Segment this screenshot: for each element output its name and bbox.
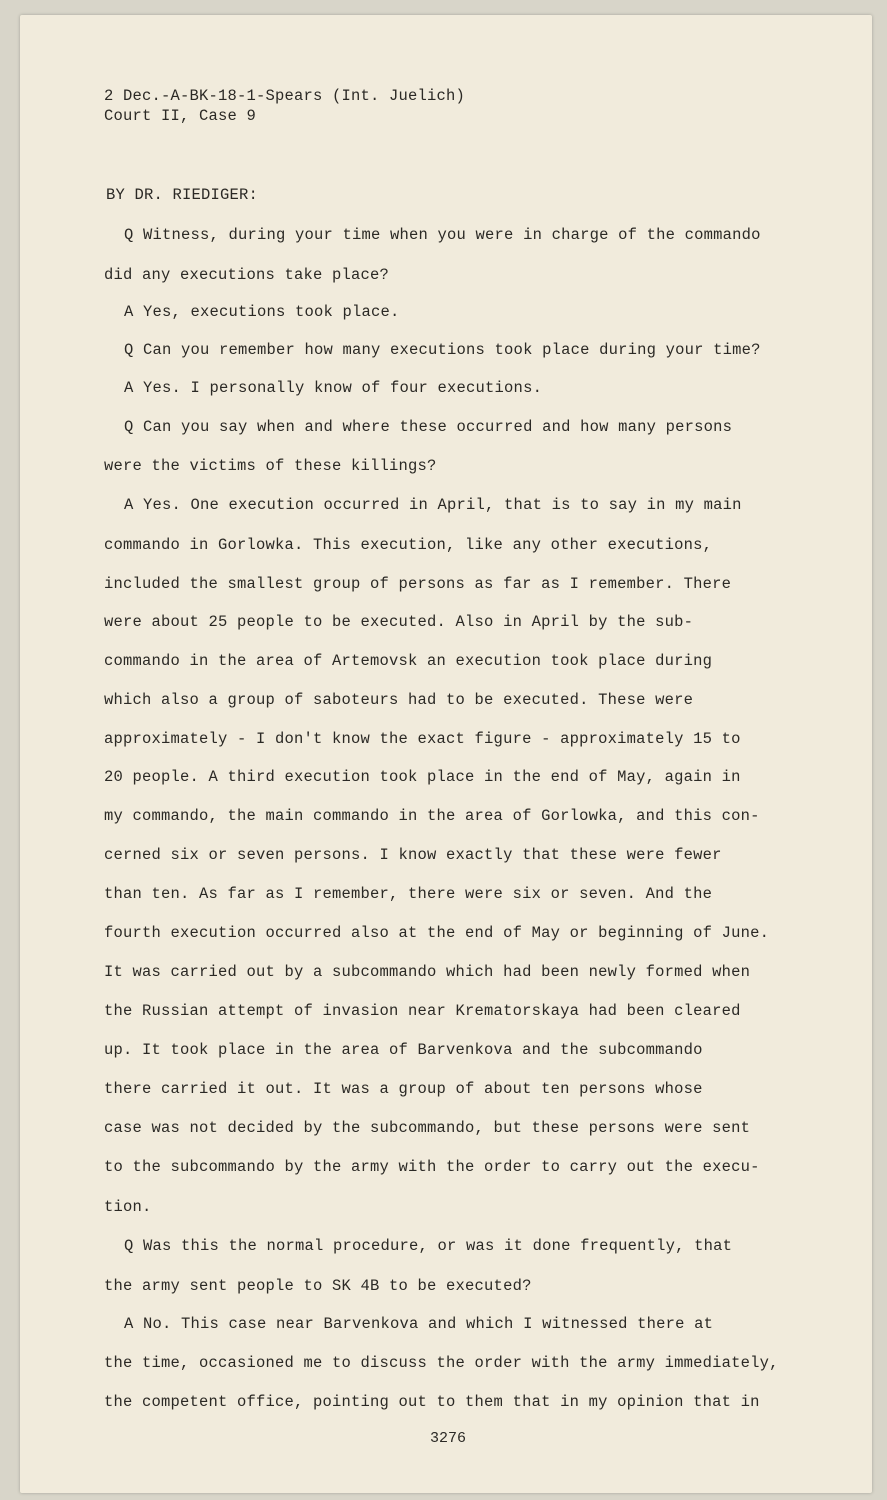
body-line: the time, occasioned me to discuss the order with the army immediately,: [104, 1354, 779, 1372]
body-line: commando in the area of Artemovsk an execution took place during: [104, 652, 713, 670]
header-line-2: Court II, Case 9: [104, 107, 257, 125]
body-line: approximately - I don't know the exact figure - approximately 15 to: [104, 730, 741, 748]
body-line: commando in Gorlowka. This execution, like any other executions,: [104, 536, 713, 554]
body-line: the Russian attempt of invasion near Krematorskaya had been cleared: [104, 1002, 741, 1020]
body-line: A Yes. I personally know of four executions.: [124, 379, 543, 397]
body-line: Q Can you remember how many executions took place during your time?: [124, 341, 761, 359]
body-line: my commando, the main commando in the area of Gorlowka, and this con-: [104, 807, 760, 825]
page-number: 3276: [430, 1430, 467, 1447]
body-line: did any executions take place?: [104, 266, 390, 284]
body-line: which also a group of saboteurs had to be executed. These were: [104, 691, 694, 709]
body-line: case was not decided by the subcommando, but these persons were sent: [104, 1119, 751, 1137]
body-line: included the smallest group of persons as far as I remember. There: [104, 575, 732, 593]
body-line: A Yes. One execution occurred in April, that is to say in my main: [124, 496, 742, 514]
body-line: than ten. As far as I remember, there were six or seven. And the: [104, 885, 713, 903]
body-line: fourth execution occurred also at the end of May or beginning of June.: [104, 924, 770, 942]
body-line: A No. This case near Barvenkova and which I witnessed there at: [124, 1315, 714, 1333]
body-line: the competent office, pointing out to them that in my opinion that in: [104, 1393, 760, 1411]
document-page: [20, 15, 872, 1493]
body-line: Q Was this the normal procedure, or was it done frequently, that: [124, 1237, 733, 1255]
body-line: Q Witness, during your time when you were in charge of the commando: [124, 226, 761, 244]
header-line-1: 2 Dec.-A-BK-18-1-Spears (Int. Juelich): [104, 87, 466, 105]
body-line: It was carried out by a subcommando which had been newly formed when: [104, 963, 751, 981]
body-line: cerned six or seven persons. I know exactly that these were fewer: [104, 846, 722, 864]
body-line: the army sent people to SK 4B to be executed?: [104, 1277, 532, 1295]
body-line: 20 people. A third execution took place in the end of May, again in: [104, 768, 741, 786]
body-line: were about 25 people to be executed. Also in April by the sub-: [104, 613, 694, 631]
body-line: there carried it out. It was a group of about ten persons whose: [104, 1080, 703, 1098]
body-line: Q Can you say when and where these occurred and how many persons: [124, 418, 733, 436]
body-line: were the victims of these killings?: [104, 457, 437, 475]
body-line: tion.: [104, 1198, 152, 1216]
body-line: to the subcommando by the army with the order to carry out the execu-: [104, 1158, 760, 1176]
transcript-text: [20, 15, 872, 1493]
examiner-heading: BY DR. RIEDIGER:: [106, 186, 259, 204]
body-line: up. It took place in the area of Barvenkova and the subcommando: [104, 1041, 703, 1059]
body-line: A Yes, executions took place.: [124, 303, 400, 321]
